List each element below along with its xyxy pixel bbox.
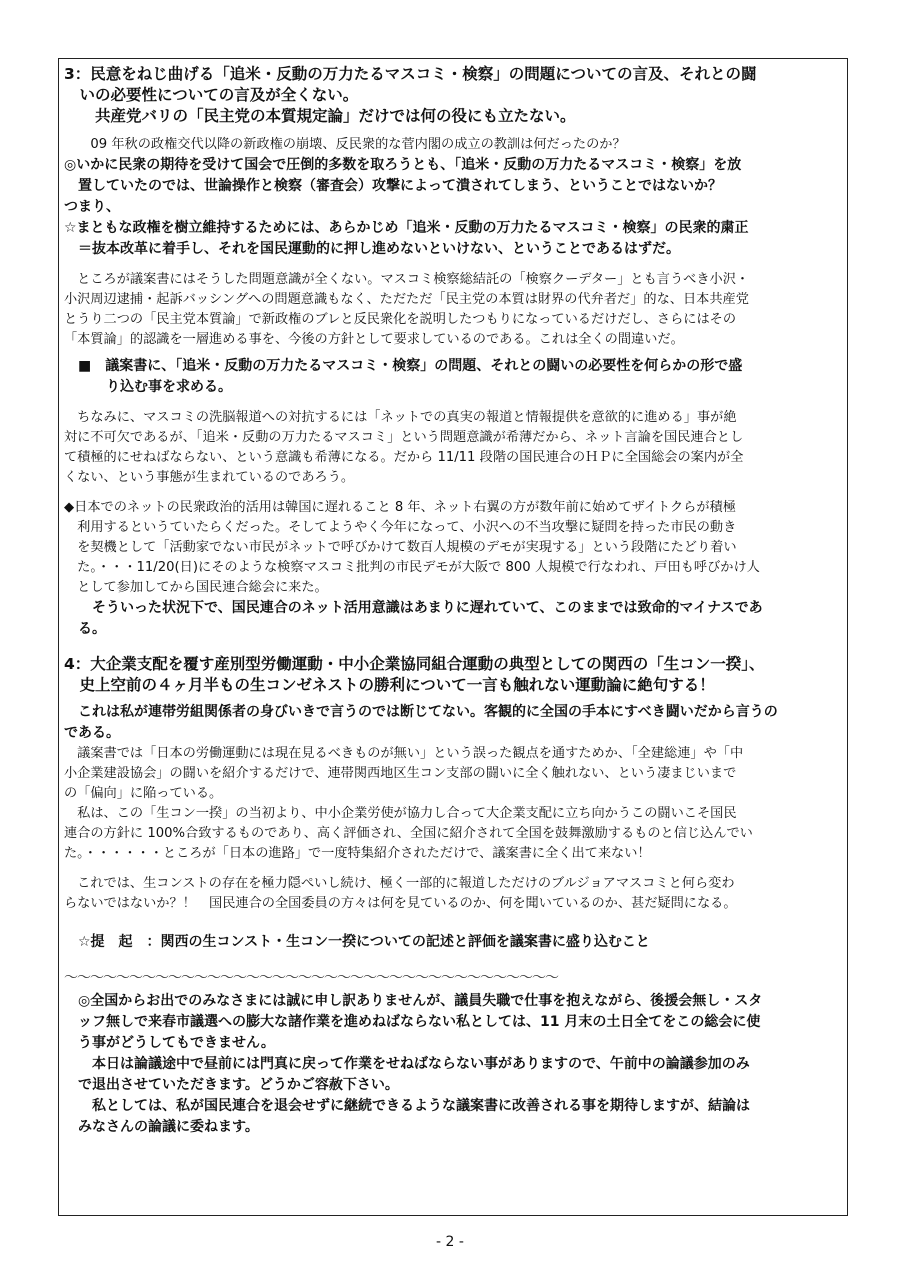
text-line: を契機として「活動家でない市民がネットで呼びかけて数百人規模のデモが実現する」という段階にたどり着い (64, 540, 737, 555)
wave-separator: 〜〜〜〜〜〜〜〜〜〜〜〜〜〜〜〜〜〜〜〜〜〜〜〜〜〜〜〜〜〜〜〜〜〜〜〜〜〜 (64, 970, 558, 986)
text-line: 私としては、私が国民連合を退会せずに継続できるような議案書に改善される事を期待しますが、結論は (64, 1098, 750, 1114)
heading-line: 史上空前の４ヶ月半もの生コンゼネストの勝利について一言も触れない運動論に絶句する！ (64, 676, 715, 694)
section-4-proposal (64, 932, 844, 953)
text-line: くない、という事態が生まれているのであろう。 (64, 470, 355, 485)
section-4-heading (64, 654, 844, 696)
text-line: ☆提 起 ：関西の生コンスト・生コン一揆についての記述と評価を議案書に盛り込むこと (64, 934, 650, 950)
text-line: ッフ無しで来春市議選への膨大な諸作業を進めねばならない私としては、11 月末の土日全てをこの総会に使 (64, 1014, 761, 1030)
text-line: である。 (64, 725, 120, 741)
text-line: 利用するというていたらくだった。そしてようやく今年になって、小沢への不当攻撃に疑問を持った市民の動き (64, 520, 737, 535)
section-3-conclusion (64, 598, 844, 640)
closing-note (64, 991, 844, 1138)
text-line: ◎いかに民衆の期待を受けて国会で圧倒的多数を取ろうとも、「追米・反動の万力たるマスコミ・検察」を放 (64, 157, 742, 173)
section-4-paragraph-1 (64, 744, 844, 864)
heading-line: いの必要性についての言及が全くない。 (64, 86, 359, 104)
text-line: 小沢周辺逮捕・起訴バッシングへの問題意識もなく、ただただ「民主党の本質は財界の代弁者だ」的な、日本共産党 (64, 292, 749, 307)
text-line: ■ 議案書に、「追米・反動の万力たるマスコミ・検察」の問題、それとの闘いの必要性を何らかの形で盛 (64, 358, 743, 374)
page-number: - 2 - (436, 1234, 464, 1250)
section-4-paragraph-2 (64, 874, 844, 914)
section-3-paragraph-1 (64, 270, 844, 350)
text-line: ◆日本でのネットの民衆政治的活用は韓国に遅れること 8 年、ネット右翼の方が数年前に始めてザイトクらが積極 (64, 500, 736, 515)
text-line: つまり、 (64, 199, 120, 215)
text-line: 対に不可欠であるが、「追米・反動の万力たるマスコミ」という問題意識が希薄だから、ネット言論を国民連合とし (64, 430, 744, 445)
text-line: ちなみに、マスコミの洗脳報道への対抗するには「ネットでの真実の報道と情報提供を意欲的に進める」事が絶 (64, 410, 737, 425)
text-line: 私は、この「生コン一揆」の当初より、中小企業労使が協力し合って大企業支配に立ち向かうこの闘いこそ国民 (64, 806, 737, 821)
text-line: これは私が連帯労組関係者の身びいきで言うのでは断じてない。客観的に全国の手本にすべき闘いだから言うの (64, 704, 778, 720)
text-line: 議案書では「日本の労働運動には現在見るべきものが無い」という誤った観点を通すためか、「全建総連」や「中 (64, 746, 744, 761)
text-line: 本日は論議途中で昼前には門真に戻って作業をせねばならない事がありますので、午前中の論議参加のみ (64, 1056, 750, 1072)
section-3-paragraph-2 (64, 408, 844, 488)
text-line: う事がどうしてもできません。 (64, 1035, 275, 1051)
heading-line: 共産党バリの「民主党の本質規定論」だけでは何の役にも立たない。 (64, 107, 576, 125)
text-line: て積極的にせねばならない、という意識も希薄になる。だから 11/11 段階の国民連合のＨＰに全国総会の案内が全 (64, 450, 744, 465)
text-line: た。・・・11/20(日)にそのような検察マスコミ批判の市民デモが大阪で 800 人規模で行なわれ、戸田も呼びかけ人 (64, 560, 760, 575)
section-4-intro (64, 702, 844, 744)
text-line: ◎全国からお出でのみなさまには誠に申し訳ありませんが、議員失職で仕事を抱えながら、後援会無し・スタ (64, 993, 763, 1009)
text-line: ☆まともな政権を樹立維持するためには、あらかじめ「追米・反動の万力たるマスコミ・検察」の民衆的粛正 (64, 220, 749, 236)
text-line: の「偏向」に陥っている。 (64, 786, 223, 801)
section-3-question (64, 135, 844, 155)
document-body (64, 64, 844, 1138)
text-line: 「本質論」的認識を一層進める事を、今後の方針として要求しているのである。これは全くの間違いだ。 (64, 332, 684, 347)
text-line: みなさんの論議に委ねます。 (64, 1119, 259, 1135)
section-3-heading (64, 64, 844, 127)
section-3-point-1 (64, 155, 844, 260)
section-3-request (64, 356, 844, 398)
text-line: る。 (64, 621, 106, 637)
text-line: 連合の方針に 100%合致するものであり、高く評価され、全国に紹介されて全国を鼓舞激励するものと信じ込んでい (64, 826, 753, 841)
text-line: た。・・・・・・ところが「日本の進路」で一度特集紹介されただけで、議案書に全く出て来ない！ (64, 846, 651, 861)
text-line: ＝抜本改革に着手し、それを国民運動的に押し進めないといけない、ということであるはずだ。 (64, 241, 680, 257)
question-line: 09 年秋の政権交代以降の新政権の崩壊、反民衆的な菅内閣の成立の教訓は何だったのか？ (64, 137, 626, 152)
text-line: ところが議案書にはそうした問題意識が全くない。マスコミ検察総結託の「検察クーデター」とも言うべき小沢・ (64, 272, 750, 287)
heading-line: 3：民意をねじ曲げる「追米・反動の万力たるマスコミ・検察」の問題についての言及、それとの闘 (64, 65, 757, 83)
text-line: らないではないか？！ 国民連合の全国委員の方々は何を見ているのか、何を聞いているのか、甚だ疑問になる。 (64, 896, 737, 911)
text-line: として参加してから国民連合総会に来た。 (64, 580, 328, 595)
text-line: り込む事を求める。 (64, 379, 232, 395)
text-line: とうり二つの「民主党本質論」で新政権のブレと反民衆化を説明したつもりになっているだけだし、さらにはその (64, 312, 737, 327)
text-line: これでは、生コンストの存在を極力隠ぺいし続け、極く一部的に報道しただけのブルジョアマスコミと何ら変わ (64, 876, 735, 891)
heading-line: 4：大企業支配を覆す産別型労働運動・中小企業協同組合運動の典型としての関西の「生コン一揆」、 (64, 655, 765, 673)
text-line: で退出させていただきます。どうかご容赦下さい。 (64, 1077, 399, 1093)
text-line: そういった状況下で、国民連合のネット活用意識はあまりに遅れていて、このままでは致命的マイナスであ (64, 600, 763, 616)
section-3-point-2 (64, 498, 844, 598)
text-line: 小企業建設協会」の闘いを紹介するだけで、連帯関西地区生コン支部の闘いに全く触れない、という凄まじいまで (64, 766, 737, 781)
text-line: 置していたのでは、世論操作と検察（審査会）攻撃によって潰されてしまう、ということではないか？ (64, 178, 722, 194)
